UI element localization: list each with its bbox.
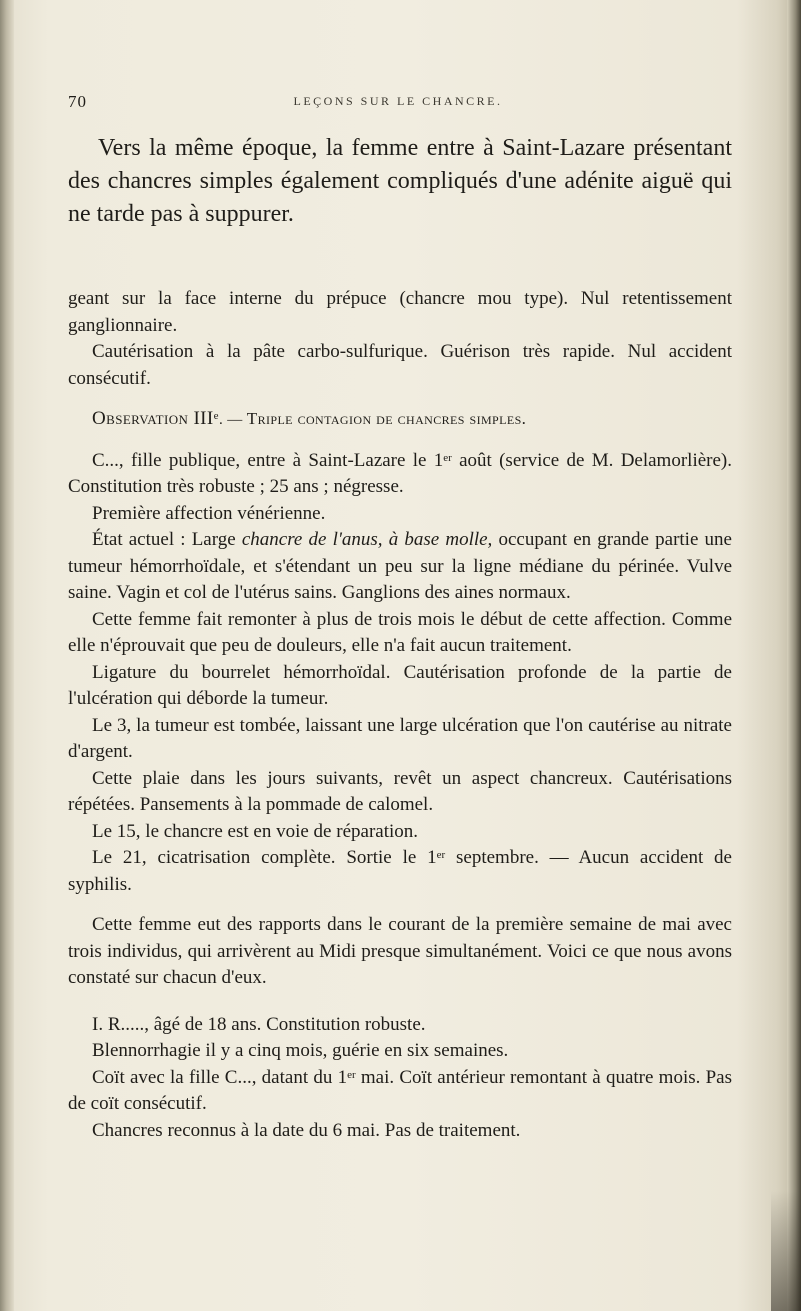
day21-rest: septembre. — Aucun accident de syphilis. bbox=[68, 847, 732, 895]
main-text bbox=[68, 286, 732, 1144]
spacer bbox=[68, 434, 732, 448]
individual-header: I. R....., âgé de 18 ans. Constitution robuste. bbox=[92, 1013, 426, 1035]
observation-label: Observation III bbox=[92, 408, 214, 429]
history-paragraph: Cette femme fait remonter à plus de trois mois le début de cette affection. Comme elle n'éprouvait que peu de douleurs, elle n'a fait aucun traitement. bbox=[68, 608, 732, 656]
observation-title: Triple contagion de chancres simples. bbox=[246, 409, 527, 428]
continuation-paragraph: geant sur la face interne du prépuce (chancre mou type). Nul retentissement ganglionnaire. bbox=[68, 288, 732, 336]
page-number: 70 bbox=[68, 92, 87, 111]
spacer bbox=[68, 992, 732, 1012]
day21-text: Le 21, cicatrisation complète. Sortie le 1 bbox=[92, 847, 437, 868]
ligature-paragraph: Ligature du bourrelet hémorrhoïdal. Cautérisation profonde de la partie de l'ulcération qui déborde la tumeur. bbox=[68, 661, 732, 709]
day15-paragraph: Le 15, le chancre est en voie de réparation. bbox=[92, 820, 419, 842]
relations-paragraph: Cette femme eut des rapports dans le courant de la première semaine de mai avec trois individus, qui arrivèrent au Midi presque simultanément. Voici ce que nous avons constaté sur chacun d'eux. bbox=[68, 914, 732, 988]
etat-prefix: État actuel : Large bbox=[92, 529, 242, 550]
book-gutter-shadow bbox=[0, 0, 14, 1311]
observation-label-sup: e bbox=[213, 410, 219, 422]
observation-separator: . — bbox=[218, 412, 247, 428]
lead-paragraph: Vers la même époque, la femme entre à Saint-Lazare présentant des chancres simples également compliqués d'une adénite aiguë qui ne tarde pas à suppurer. bbox=[68, 135, 732, 227]
spacer bbox=[68, 392, 732, 406]
day21-paragraph bbox=[68, 845, 732, 898]
chancres-paragraph: Chancres reconnus à la date du 6 mai. Pas de traitement. bbox=[92, 1119, 521, 1141]
spacer bbox=[68, 898, 732, 912]
running-title: LEÇONS SUR LE CHANCRE. bbox=[293, 94, 503, 108]
day3-paragraph: Le 3, la tumeur est tombée, laissant une large ulcération que l'on cautérise au nitrate d'argent. bbox=[68, 714, 732, 762]
page-edge-shadow bbox=[787, 0, 801, 1311]
coit-text: Coït avec la fille C..., datant du 1 bbox=[92, 1066, 348, 1088]
case-intro bbox=[68, 448, 732, 501]
etat-rest: occupant en grande partie une tumeur hémorrhoïdale, et s'étendant un peu sur la ligne médiane du périnée. Vulve saine. Vagin et col de l'utérus sains. Ganglions des aines normaux. bbox=[68, 529, 732, 603]
observation-heading bbox=[68, 406, 732, 434]
case-intro-text: C..., fille publique, entre à Saint-Lazare le 1 bbox=[92, 449, 444, 471]
treatment-paragraph: Cautérisation à la pâte carbo-sulfurique. Guérison très rapide. Nul accident consécutif. bbox=[68, 341, 732, 389]
following-days-paragraph: Cette plaie dans les jours suivants, revêt un aspect chancreux. Cautérisations répétées. Pansements à la pommade de calomel. bbox=[68, 767, 732, 815]
coit-sup: er bbox=[347, 1068, 356, 1081]
running-head bbox=[68, 92, 728, 116]
coit-paragraph bbox=[68, 1065, 732, 1118]
coit-rest: mai. Coït antérieur remontant à quatre mois. Pas de coït consécutif. bbox=[68, 1066, 733, 1114]
page-corner-shadow bbox=[771, 1191, 801, 1311]
etat-actuel bbox=[68, 527, 732, 607]
first-affection: Première affection vénérienne. bbox=[92, 502, 326, 524]
blennorrhagie-paragraph: Blennorrhagie il y a cinq mois, guérie en six semaines. bbox=[92, 1040, 509, 1061]
case-intro-sup: er bbox=[443, 451, 452, 464]
case-intro-rest: août (service de M. Delamorlière). Constitution très robuste ; 25 ans ; négresse. bbox=[68, 449, 732, 497]
etat-italic: chancre de l'anus, à base molle, bbox=[241, 529, 493, 550]
day21-sup: er bbox=[436, 849, 446, 861]
